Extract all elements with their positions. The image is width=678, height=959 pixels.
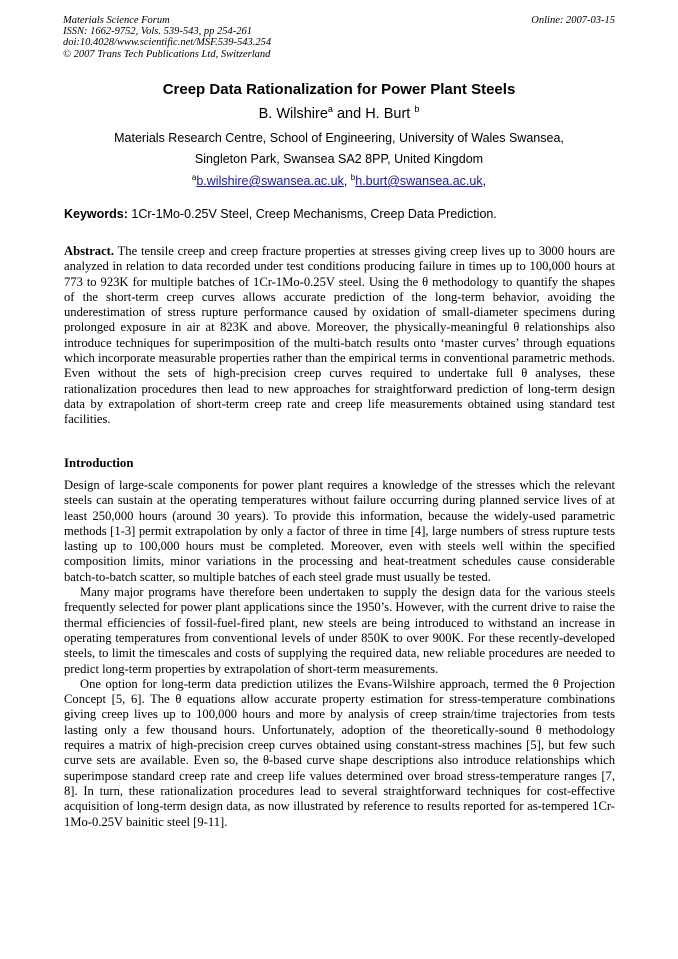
abstract [64,244,615,428]
keywords [64,207,616,221]
online-date: Online: 2007-03-15 [531,15,615,26]
author-line [0,104,678,122]
author-name: H. Burt [365,106,411,122]
paper-title: Creep Data Rationalization for Power Plant Steels [162,81,516,98]
abstract-text: The tensile creep and creep fracture properties at stresses giving creep lives up to 3000 hours are analyzed in relation to data recorded under test conditions producing failure in times up to 100,000 hours at 773 to 923K for multiple batches of 1Cr-1Mo-0.25V steel. Using the θ methodology to quantify the shapes of the short-term creep curves allows accurate prediction of the long-term behavior, avoiding the underestimation of stress rupture performance caused by oxidation of small-diameter specimens during prolonged exposure in air at 823K and above. Moreover, the physically-meaningful θ relationships also introduce techniques for superimposition of the multi-batch results onto ‘master curves’ through equations which incorporate measurable properties rather than the empirical terms in conventional parametric methods. Even without the sets of high-precision creep curves required to undertake full θ analyses, these rationalization procedures then lead to new approaches for straightforward prediction of long-term design data by extrapolation of short-term creep rate and creep life measurements obtained using standard test facilities. [64,244,615,427]
paragraph: Design of large-scale components for power plant requires a knowledge of the stresses which the relevant steels can sustain at the operating temperatures without failure occurring during planned service lives of at least 250,000 hours (around 30 years). To provide this information, because the widely-used parametric methods [1-3] permit extrapolation by only a factor of three in time [4], large numbers of stress rupture tests lasting up to 100,000 hours must be completed. Moreover, even with steels well within the specified composition limits, minor variations in the processing and heat-treatment schedules cause considerable batch-to-batch scatter, so multiple batches of each steel grade must usually be tested. [64,478,615,584]
introduction-body [64,478,615,830]
email-link[interactable]: b.wilshire@swansea.ac.uk [196,174,344,188]
journal-header [63,15,615,60]
email-mark: a [191,173,197,182]
affiliation-line: Materials Research Centre, School of Engineering, University of Wales Swansea, [114,131,564,145]
email-separator: , [343,174,351,188]
author-affil-mark: b [414,104,420,114]
email-link[interactable]: h.burt@swansea.ac.uk [355,174,483,188]
keywords-label: Keywords: [64,207,128,221]
abstract-label: Abstract. [64,244,115,258]
doi-line: doi:10.4028/www.scientific.net/MSF.539-543.254 [63,37,272,49]
issn-line: ISSN: 1662-9752, Vols. 539-543, pp 254-261 [63,26,252,38]
author-conjunction: and [332,106,366,122]
keywords-text: 1Cr-1Mo-0.25V Steel, Creep Mechanisms, Creep Data Prediction. [127,207,497,221]
author-affil-mark: a [327,104,333,114]
journal-name: Materials Science Forum [63,15,170,26]
paragraph: Many major programs have therefore been undertaken to supply the design data for the various steels frequently selected for power plant applications since the 1950’s. However, with the current drive to raise the thermal efficiencies of fossil-fuel-fired plant, new steels are being introduced to withstand an increase in operating temperatures from conventional levels of under 850K to over 900K. For these recently-developed steels, to limit the timescales and costs of supplying the required data, new reliable procedures are needed to predict long-term properties by extrapolation of short-term measurements. [64,585,615,676]
email-line [0,173,678,188]
affiliation-line: Singleton Park, Swansea SA2 8PP, United Kingdom [194,152,484,166]
copyright-line: © 2007 Trans Tech Publications Ltd, Switzerland [63,48,271,60]
email-mark: b [350,173,356,182]
author-name: B. Wilshire [258,106,328,122]
email-separator: , [482,174,487,188]
paragraph: One option for long-term data prediction utilizes the Evans-Wilshire approach, termed the θ Projection Concept [5, 6]. The θ equations allow accurate property estimation for stress-temperature combinations giving creep lives up to 100,000 hours and more by analysis of creep strain/time trajectories from tests lasting only a few thousand hours. Unfortunately, adoption of the theoretically-sound θ methodology requires a matrix of high-precision creep curves obtained using constant-stress machines [5], but few such curve sets are available. Even so, the θ-based curve shape descriptions also introduce relationships which superimpose standard creep rate and creep life values determined over broad stress-temperature ranges [7, 8]. In turn, these rationalization procedures lead to several straightforward techniques for cost-effective acquisition of long-term design data, as now illustrated by reference to results reported for as-tempered 1Cr-1Mo-0.25V bainitic steel [9-11]. [64,676,615,829]
section-heading: Introduction [64,456,134,470]
